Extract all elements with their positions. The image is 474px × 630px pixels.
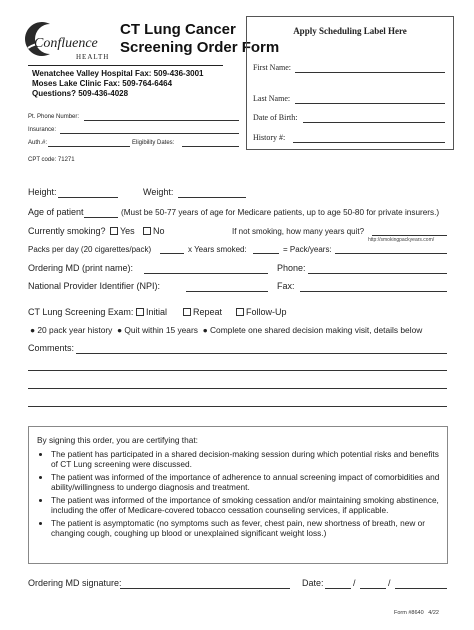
quit-label: If not smoking, how many years quit? bbox=[232, 227, 365, 236]
pack-years-field[interactable] bbox=[335, 253, 447, 254]
date-year-field[interactable] bbox=[395, 588, 447, 589]
smoking-yes-option[interactable]: Yes bbox=[110, 226, 135, 237]
years-smoked-field[interactable] bbox=[253, 253, 279, 254]
history-line[interactable] bbox=[293, 142, 445, 143]
insurance-label: Insurance: bbox=[28, 127, 57, 133]
bullet-icon: ● bbox=[202, 325, 208, 335]
exam-initial-option[interactable]: Initial bbox=[136, 307, 167, 318]
pt-phone-line[interactable] bbox=[84, 120, 239, 121]
comments-label: Comments: bbox=[28, 343, 75, 353]
smoking-label: Currently smoking? bbox=[28, 226, 106, 236]
age-field[interactable] bbox=[84, 217, 118, 218]
exam-repeat-option[interactable]: Repeat bbox=[183, 307, 222, 318]
md-print-field[interactable] bbox=[144, 273, 268, 274]
height-label: Height: bbox=[28, 187, 57, 197]
logo bbox=[20, 18, 110, 64]
exam-label: CT Lung Screening Exam: bbox=[28, 307, 134, 317]
comments-line-2[interactable] bbox=[28, 370, 447, 371]
dob-line[interactable] bbox=[303, 122, 445, 123]
certify-item: • The patient was informed of the importance of smoking cessation and/or maintaining smoking abstinence, including the offer of Medicare-covered tobacco cessation counseling services, if applicable. bbox=[51, 495, 447, 515]
label-history: History #: bbox=[253, 133, 286, 142]
contact-moses-lake: Moses Lake Clinic Fax: 509-764-6464 bbox=[32, 79, 173, 88]
logo-brand: Confluence bbox=[34, 36, 98, 51]
certify-item: • The patient has participated in a shared decision-making session during which potential risks and benefits of CT Lung screening were discussed. bbox=[51, 449, 447, 469]
md-print-label: Ordering MD (print name): bbox=[28, 263, 134, 273]
auth-line[interactable] bbox=[48, 146, 130, 147]
years-smoked-label: x Years smoked: bbox=[188, 245, 247, 254]
phone-field[interactable] bbox=[308, 273, 447, 274]
age-note: (Must be 50-77 years of age for Medicare patients, up to age 50-80 for private insurers.) bbox=[121, 208, 440, 217]
first-name-line[interactable] bbox=[295, 72, 445, 73]
exam-followup-checkbox[interactable] bbox=[236, 308, 244, 316]
eligibility-line[interactable] bbox=[182, 146, 239, 147]
insurance-line[interactable] bbox=[60, 133, 239, 134]
logo-sub: HEALTH bbox=[76, 53, 110, 61]
eligibility-label: Eligibility Dates: bbox=[132, 140, 175, 146]
date-month-field[interactable] bbox=[325, 588, 351, 589]
date-slash-2: / bbox=[388, 578, 391, 588]
label-last-name: Last Name: bbox=[253, 94, 291, 103]
pack-years-label: = Pack/years: bbox=[283, 245, 332, 254]
bullet-icon: ● bbox=[117, 325, 123, 335]
title-divider bbox=[28, 65, 223, 66]
signature-field[interactable] bbox=[120, 588, 290, 589]
certify-list bbox=[37, 449, 447, 541]
fax-label: Fax: bbox=[277, 281, 295, 291]
pack-years-url[interactable]: http://smokingpackyears.com/ bbox=[368, 237, 435, 243]
height-field[interactable] bbox=[58, 197, 118, 198]
date-day-field[interactable] bbox=[360, 588, 386, 589]
npi-label: National Provider Identifier (NPI): bbox=[28, 281, 161, 291]
contact-wenatchee: Wenatchee Valley Hospital Fax: 509-436-3001 bbox=[32, 69, 204, 78]
certification-box bbox=[28, 426, 448, 564]
signature-label: Ordering MD signature: bbox=[28, 578, 122, 588]
scheduling-label-box bbox=[246, 16, 454, 150]
fax-field[interactable] bbox=[300, 291, 447, 292]
criteria-line: ● 20 pack year history ● Quit within 15 years ● Complete one shared decision making visit, details below bbox=[30, 325, 423, 335]
smoking-yes-checkbox[interactable] bbox=[110, 227, 118, 235]
packs-field[interactable] bbox=[160, 253, 184, 254]
phone-label: Phone: bbox=[277, 263, 306, 273]
certify-item: • The patient was informed of the importance of adherence to annual screening impact of comorbidities and ability/willingness to undergo diagnosis and treatment. bbox=[51, 472, 447, 492]
cpt-code: CPT code: 71271 bbox=[28, 157, 75, 163]
smoking-no-option[interactable]: No bbox=[143, 226, 165, 237]
certify-item: • The patient is asymptomatic (no symptoms such as fever, chest pain, new shortness of breath, new or changing cough, coughing up blood or unexplained significant weight loss.) bbox=[51, 518, 447, 538]
packs-label: Packs per day (20 cigarettes/pack) bbox=[28, 245, 152, 254]
label-first-name: First Name: bbox=[253, 63, 291, 72]
comments-line-4[interactable] bbox=[28, 406, 447, 407]
weight-field[interactable] bbox=[178, 197, 246, 198]
last-name-line[interactable] bbox=[295, 103, 445, 104]
date-label: Date: bbox=[302, 578, 324, 588]
comments-line-1[interactable] bbox=[76, 353, 447, 354]
exam-repeat-checkbox[interactable] bbox=[183, 308, 191, 316]
label-box-title: Apply Scheduling Label Here bbox=[293, 26, 407, 36]
pt-phone-label: Pt. Phone Number: bbox=[28, 114, 80, 120]
auth-label: Auth.#: bbox=[28, 140, 48, 146]
bullet-icon: ● bbox=[30, 325, 36, 335]
smoking-no-checkbox[interactable] bbox=[143, 227, 151, 235]
weight-label: Weight: bbox=[143, 187, 174, 197]
label-dob: Date of Birth: bbox=[253, 113, 298, 122]
form-number: Form #8640 4/22 bbox=[394, 610, 439, 616]
title-line-1: CT Lung Cancer bbox=[120, 21, 236, 38]
certify-intro: By signing this order, you are certifying that: bbox=[37, 435, 198, 445]
quit-field[interactable] bbox=[372, 235, 447, 236]
date-slash-1: / bbox=[353, 578, 356, 588]
exam-initial-checkbox[interactable] bbox=[136, 308, 144, 316]
contact-block bbox=[32, 69, 204, 99]
contact-questions: Questions? 509-436-4028 bbox=[32, 89, 129, 98]
npi-field[interactable] bbox=[186, 291, 268, 292]
exam-followup-option[interactable]: Follow-Up bbox=[236, 307, 287, 318]
title-line-2: Screening Order Form bbox=[120, 39, 280, 56]
age-label: Age of patient bbox=[28, 207, 84, 217]
comments-line-3[interactable] bbox=[28, 388, 447, 389]
